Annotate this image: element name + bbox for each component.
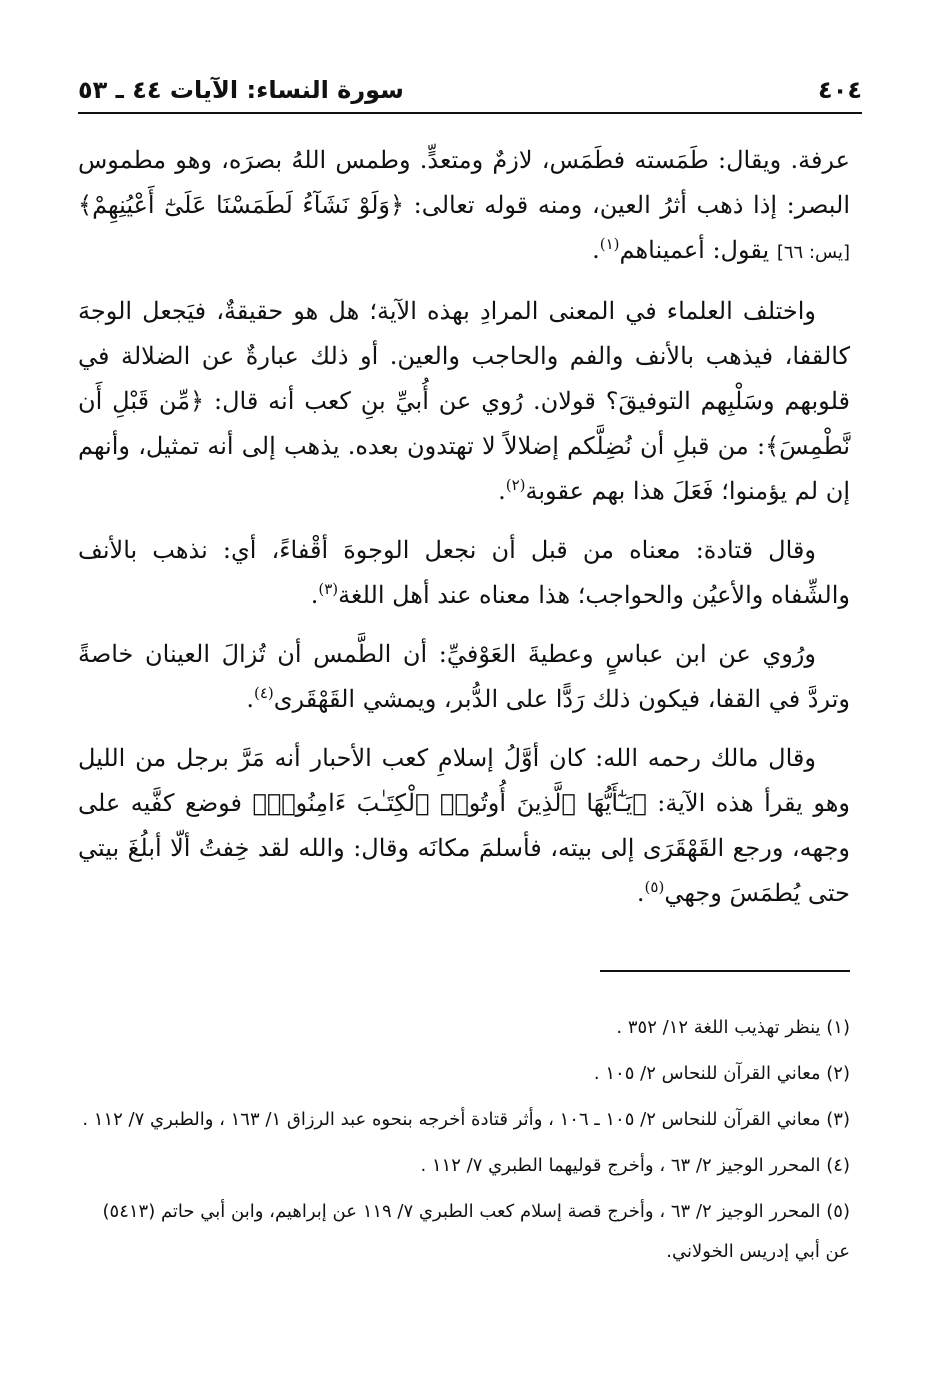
paragraph-text: وقال مالك رحمه الله: كان أوَّلُ إسلامِ كعب الأحبار أنه مَرَّ برجل من الليل وهو يقرأ هذه الآية: ﴿يَـٰٓأَيُّهَا ٱلَّذِينَ أُوتُوا۟ ٱلْكِتَـٰبَ ءَامِنُوا۟﴾ فوضع كفَّيه على وجهه، ورجع القَهْقَرَى إلى بيته، فأسلمَ مكانَه وقال: والله لقد خِفتُ ألّا أبلُغَ بيتي حتى يُطمَسَ وجهي xyxy=(78,744,850,907)
paragraph-text: واختلف العلماء في المعنى المرادِ بهذه الآية؛ هل هو حقيقةٌ، فيَجعل الوجهَ كالقفا، فيذهب بالأنف والفم والحاجب والعين. أو ذلك عبارةٌ عن الضلالة في قلوبهم وسَلْبِهم التوفيقَ؟ قولان. رُوي عن أُبيِّ بنِ كعب أنه قال: ﴿مِّن قَبْلِ أَن نَّطْمِسَ﴾: من قبلِ أن نُضِلَّكم إضلالاً لا تهتدون بعده. يذهب إلى أنه تمثيل، وأنهم إن لم يؤمنوا؛ فَعَلَ هذا بهم عقوبة xyxy=(78,297,850,505)
footnotes xyxy=(78,1008,850,1278)
footnote-marker: (٥) xyxy=(644,878,665,896)
footnote-separator xyxy=(600,970,850,972)
footnote-1: (١) ينظر تهذيب اللغة ١٢/ ٣٥٢ . xyxy=(616,1017,850,1038)
footnote-4: (٤) المحرر الوجيز ٢/ ٦٣ ، وأخرج قوليهما الطبري ٧/ ١١٢ . xyxy=(420,1155,850,1176)
paragraph-text: يقول: أعميناهم xyxy=(619,236,770,264)
paragraph-text: عرفة. ويقال: طَمَسته فطَمَس، لازمٌ ومتعدٍّ. وطمس اللهُ بصرَه، وهو مطموس البصر: إذا ذهب أثرُ العين، ومنه قوله تعالى: ﴿وَلَوْ نَشَآءُ لَطَمَسْنَا عَلَىٰٓ أَعْيُنِهِمْ﴾ xyxy=(78,146,850,219)
verse-reference: [يس: ٦٦] xyxy=(776,242,850,263)
paragraph-3 xyxy=(78,528,850,618)
paragraph-text: وقال قتادة: معناه من قبل أن نجعل الوجوهَ أقْفاءً، أي: نذهب بالأنف والشِّفاه والأعيُن والحواجب؛ هذا معناه عند أهل اللغة xyxy=(78,536,850,609)
paragraph-5 xyxy=(78,736,850,916)
footnote-marker: (١) xyxy=(599,235,620,253)
sentence-end: . xyxy=(246,685,254,713)
footnote-2: (٢) معاني القرآن للنحاس ٢/ ١٠٥ . xyxy=(593,1063,850,1084)
sentence-end: . xyxy=(498,477,506,505)
footnote-marker: (٤) xyxy=(253,684,274,702)
paragraph-1 xyxy=(78,138,850,275)
header-rule xyxy=(78,112,862,114)
paragraph-2 xyxy=(78,289,850,514)
main-text xyxy=(78,138,850,930)
footnote-marker: (٣) xyxy=(318,580,339,598)
sentence-end: . xyxy=(592,236,600,264)
footnote-3: (٣) معاني القرآن للنحاس ٢/ ١٠٥ ـ ١٠٦ ، وأثر قتادة أخرجه بنحوه عبد الرزاق ١/ ١٦٣ ، والطبري ٧/ ١١٢ . xyxy=(82,1109,850,1130)
sentence-end: . xyxy=(310,581,319,609)
page-header xyxy=(78,64,862,104)
running-title: سورة النساء: الآيات ٤٤ ـ ٥٣ xyxy=(78,76,404,104)
footnote-5: (٥) المحرر الوجيز ٢/ ٦٣ ، وأخرج قصة إسلام كعب الطبري ٧/ ١١٩ عن إبراهيم، وابن أبي حاتم (٥٤١٣) عن أبي إدريس الخولاني. xyxy=(102,1201,850,1262)
paragraph-4 xyxy=(78,632,850,722)
paragraph-text: ورُوي عن ابن عباسٍ وعطيةَ العَوْفيِّ: أن الطَّمس أن تُزالَ العينان خاصةً وتردَّ في القفا، فيكون ذلك رَدًّا على الدُّبر، ويمشي القَهْقَرى xyxy=(78,640,850,713)
footnote-marker: (٢) xyxy=(505,476,526,494)
page-number: ٤٠٤ xyxy=(818,76,862,104)
sentence-end: . xyxy=(636,879,645,907)
